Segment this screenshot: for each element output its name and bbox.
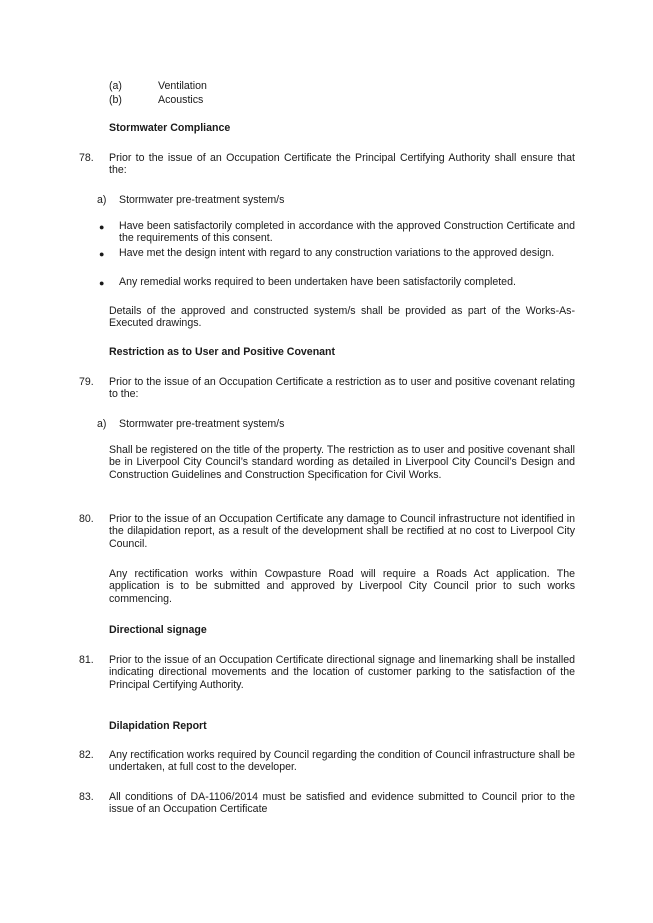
- condition-82-body: Any rectification works required by Council regarding the condition of Council infrastructure shall be undertaken, at full cost to the developer.: [109, 749, 575, 774]
- condition-79-body: Shall be registered on the title of the property. The restriction as to user and positive covenant shall be in Liverpool City Council’s standard wording as detailed in Liverpool City Council’s Design and Construction Guidelines and Construction Specification for Civil Works.: [109, 444, 575, 481]
- condition-80-body: Prior to the issue of an Occupation Certificate any damage to Council infrastructure not identified in the dilapidation report, as a result of the development shall be rectified at no cost to Liverpool City Council.: [109, 513, 575, 550]
- list-item-ventilation: Ventilation: [158, 80, 207, 92]
- sub-text-79a: Stormwater pre-treatment system/s: [119, 418, 285, 430]
- condition-78-bullet-2: Have met the design intent with regard to any construction variations to the approved design.: [119, 247, 555, 259]
- sub-marker-79a: a): [97, 418, 107, 430]
- condition-number-82: 82.: [79, 749, 94, 761]
- heading-dilapidation-report: Dilapidation Report: [109, 720, 207, 732]
- heading-stormwater-compliance: Stormwater Compliance: [109, 122, 231, 134]
- condition-83-body: All conditions of DA-1106/2014 must be satisfied and evidence submitted to Council prior to the issue of an Occupation Certificate: [109, 791, 575, 816]
- condition-80-body-2: Any rectification works within Cowpasture Road will require a Roads Act application. The application is to be submitted and approved by Liverpool City Council prior to such works commencing.: [109, 568, 575, 605]
- heading-directional-signage: Directional signage: [109, 624, 207, 636]
- bullet-icon: ●: [99, 249, 105, 259]
- condition-number-78: 78.: [79, 152, 94, 164]
- sub-text-78a: Stormwater pre-treatment system/s: [119, 194, 285, 206]
- condition-78-details: Details of the approved and constructed system/s shall be provided as part of the Works-As-Executed drawings.: [109, 305, 575, 330]
- bullet-icon: ●: [99, 278, 105, 288]
- list-item-acoustics: Acoustics: [158, 94, 204, 106]
- condition-number-80: 80.: [79, 513, 94, 525]
- bullet-icon: ●: [99, 222, 105, 232]
- condition-81-body: Prior to the issue of an Occupation Certificate directional signage and linemarking shall be installed indicating directional movements and the location of customer parking to the satisfaction of the Principal Certifying Authority.: [109, 654, 575, 691]
- condition-number-83: 83.: [79, 791, 94, 803]
- condition-78-bullet-1: Have been satisfactorily completed in accordance with the approved Construction Certificate and the requirements of this consent.: [119, 220, 575, 245]
- condition-78-bullet-3: Any remedial works required to been undertaken have been satisfactorily completed.: [119, 276, 516, 288]
- condition-79-intro: Prior to the issue of an Occupation Certificate a restriction as to user and positive covenant relating to the:: [109, 376, 575, 401]
- list-marker-a: (a): [109, 80, 122, 92]
- condition-78-intro: Prior to the issue of an Occupation Certificate the Principal Certifying Authority shall ensure that the:: [109, 152, 575, 177]
- condition-number-81: 81.: [79, 654, 94, 666]
- sub-marker-78a: a): [97, 194, 107, 206]
- condition-number-79: 79.: [79, 376, 94, 388]
- list-marker-b: (b): [109, 94, 122, 106]
- heading-restriction-covenant: Restriction as to User and Positive Covenant: [109, 346, 336, 358]
